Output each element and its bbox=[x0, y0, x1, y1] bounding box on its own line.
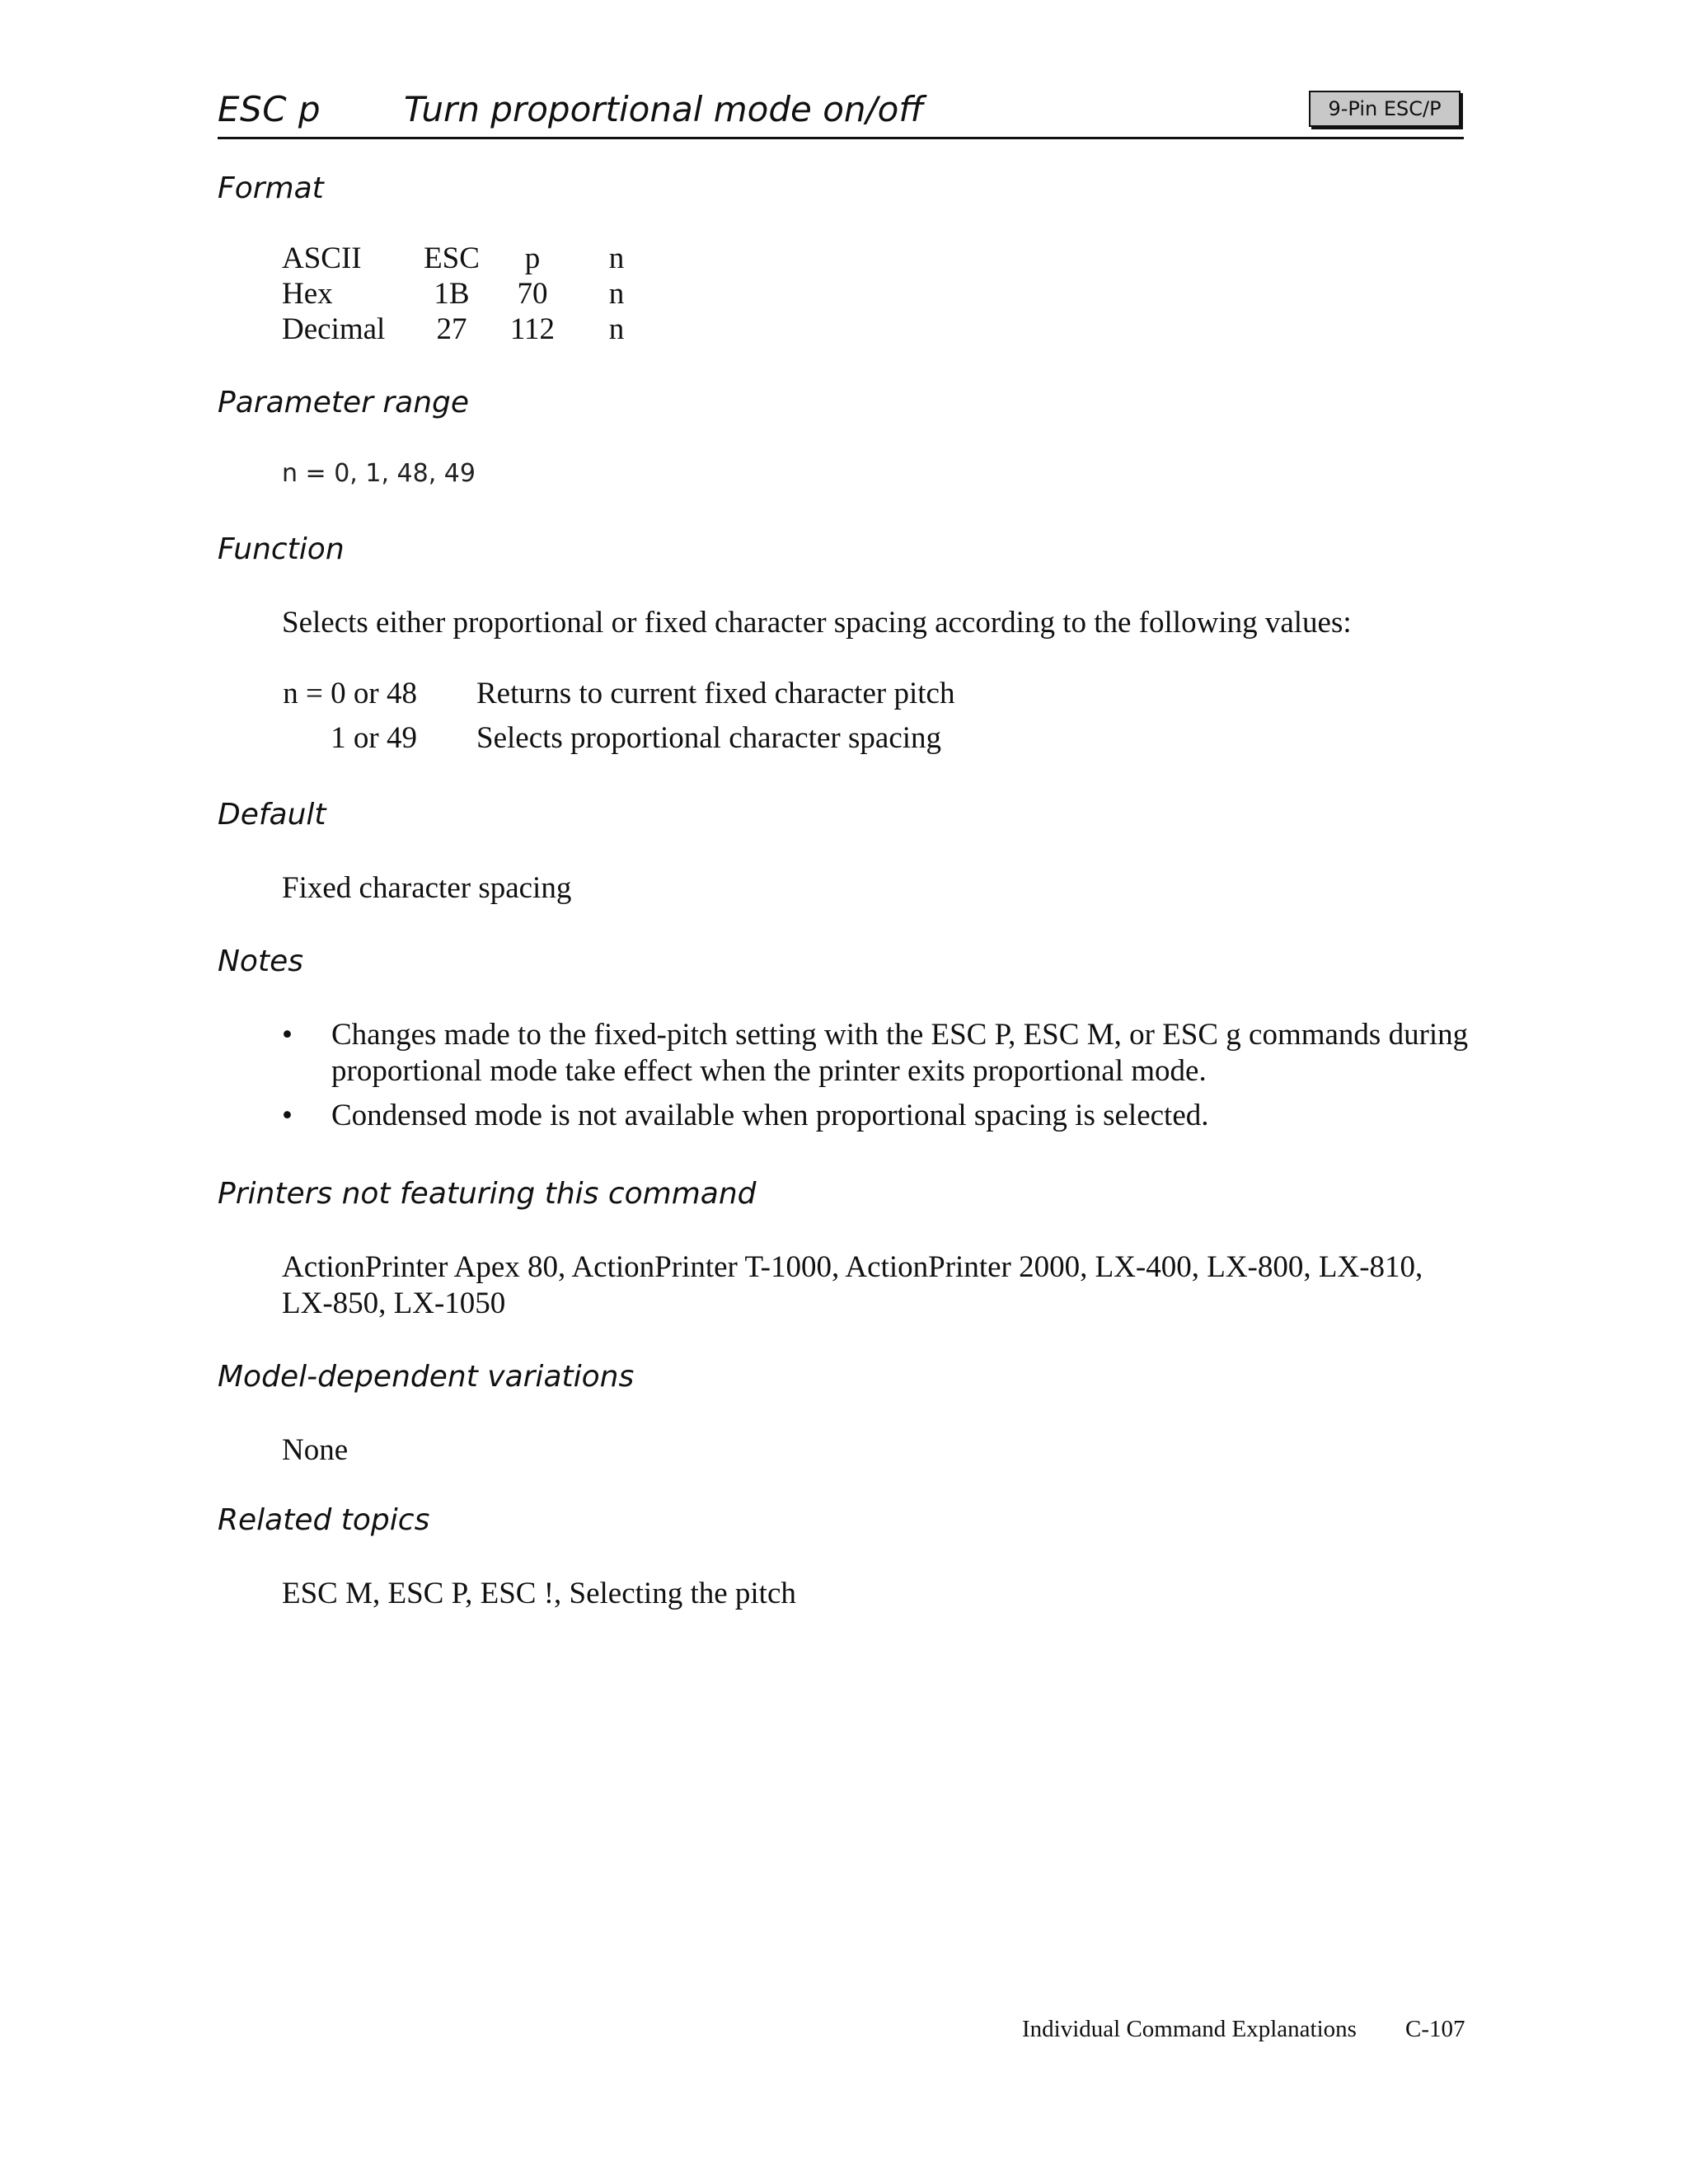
format-cell: 112 bbox=[509, 312, 556, 346]
related-topics-heading: Related topics bbox=[218, 1503, 430, 1537]
default-text: Fixed character spacing bbox=[282, 871, 572, 905]
bullet-icon: • bbox=[282, 1018, 293, 1052]
printers-not-featuring-text: ActionPrinter Apex 80, ActionPrinter T-1000, ActionPrinter 2000, LX-400, LX-800, LX-810, LX-850, LX-1050 bbox=[282, 1250, 1423, 1320]
function-intro: Selects either proportional or fixed character spacing according to the following values: bbox=[282, 606, 1352, 640]
bullet-icon: • bbox=[282, 1099, 293, 1132]
format-cell: 1B bbox=[434, 277, 470, 311]
format-cell: n bbox=[608, 277, 625, 311]
function-heading: Function bbox=[218, 532, 345, 566]
notes-heading: Notes bbox=[218, 944, 303, 978]
format-cell: 27 bbox=[436, 312, 467, 346]
format-cell: Decimal bbox=[282, 312, 386, 346]
command-name: ESC p bbox=[218, 89, 321, 129]
page-title: Turn proportional mode on/off bbox=[404, 89, 924, 129]
footer-section-title: Individual Command Explanations bbox=[1022, 2016, 1357, 2042]
format-cell: 70 bbox=[517, 277, 548, 311]
function-value-key: 1 or 49 bbox=[331, 721, 417, 755]
format-heading: Format bbox=[218, 171, 324, 205]
format-row-hex bbox=[282, 276, 649, 312]
format-cell: ASCII bbox=[282, 241, 362, 275]
function-value-desc: Returns to current fixed character pitch bbox=[476, 677, 955, 710]
function-value-desc: Selects proportional character spacing bbox=[476, 721, 942, 755]
format-table bbox=[282, 241, 649, 347]
format-cell: p bbox=[524, 241, 541, 275]
printer-type-badge: 9-Pin ESC/P bbox=[1309, 91, 1461, 127]
format-row-ascii bbox=[282, 241, 649, 276]
footer-page-number: C-107 bbox=[1405, 2016, 1465, 2042]
format-row-decimal bbox=[282, 312, 649, 347]
printers-not-featuring-heading: Printers not featuring this command bbox=[218, 1177, 757, 1211]
related-topics-text: ESC M, ESC P, ESC !, Selecting the pitch bbox=[282, 1577, 796, 1610]
notes-item-text: Changes made to the fixed-pitch setting with the ESC P, ESC M, or ESC g commands during proportional mode take effect when the printer exits proportional mode. bbox=[331, 1018, 1469, 1088]
notes-item-text: Condensed mode is not available when proportional spacing is selected. bbox=[331, 1099, 1209, 1132]
page-header bbox=[218, 82, 1464, 139]
parameter-range-text: n = 0, 1, 48, 49 bbox=[282, 459, 476, 488]
format-cell: n bbox=[608, 312, 625, 346]
default-heading: Default bbox=[218, 798, 326, 832]
format-cell: Hex bbox=[282, 277, 333, 311]
parameter-range-heading: Parameter range bbox=[218, 386, 470, 419]
model-dependent-text: None bbox=[282, 1433, 349, 1467]
function-value-key: n = 0 or 48 bbox=[283, 677, 417, 710]
format-cell: n bbox=[608, 241, 625, 275]
model-dependent-heading: Model-dependent variations bbox=[218, 1360, 635, 1394]
format-cell: ESC bbox=[424, 241, 480, 275]
